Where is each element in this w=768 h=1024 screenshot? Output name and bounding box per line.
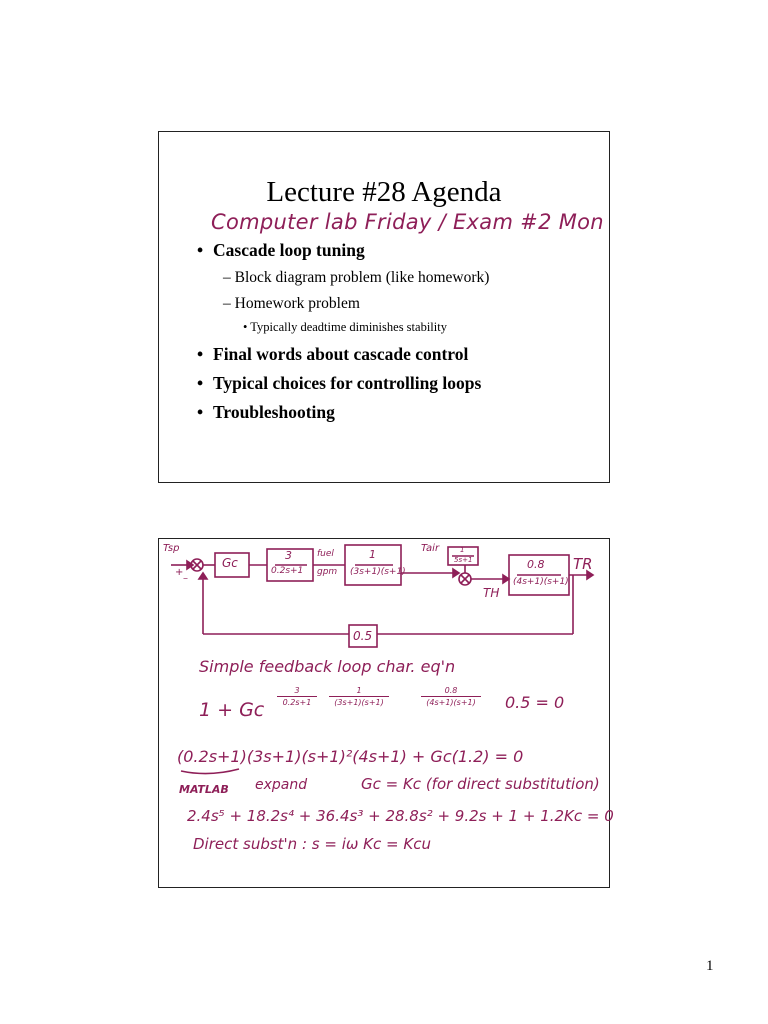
sub-sub-bullet-item: • Typically deadtime diminishes stability — [243, 320, 447, 334]
valve-num: 3 — [285, 549, 292, 562]
process1-den: (3s+1)(s+1) — [350, 567, 406, 577]
disturbance-num: 1 — [460, 546, 465, 554]
process2-den: (4s+1)(s+1) — [513, 577, 569, 587]
eq2: (0.2s+1)(3s+1)(s+1)²(4s+1) + Gc(1.2) = 0 — [177, 747, 524, 766]
minus-sign: – — [183, 573, 188, 584]
eq1-factor3: 0.8 (4s+1)(s+1) — [421, 685, 481, 708]
slide-title: Lecture #28 Agenda — [266, 176, 502, 208]
bullet-item: • Cascade loop tuning — [197, 240, 365, 260]
eq3: 2.4s⁵ + 18.2s⁴ + 36.4s³ + 28.8s² + 9.2s + 1 + 1.2Kc = 0 — [187, 807, 614, 825]
bullet-item: • Final words about cascade control — [197, 344, 469, 364]
controller-label: Gc — [222, 556, 238, 570]
gc-note: Gc = Kc (for direct substitution) — [361, 775, 600, 793]
slide-1 — [158, 131, 610, 483]
expand-label: expand — [255, 777, 308, 793]
eq1-lead: 1 + Gc — [199, 699, 265, 721]
page-number: 1 — [706, 958, 714, 974]
slide-2 — [158, 538, 614, 888]
process1-num: 1 — [369, 548, 376, 561]
th-label: TH — [483, 586, 500, 600]
gpm-label: gpm — [317, 567, 338, 577]
valve-den: 0.2s+1 — [271, 566, 304, 576]
feedback-label: 0.5 — [353, 629, 373, 643]
output-label: TR — [573, 555, 593, 573]
fuel-label: fuel — [317, 549, 334, 559]
handwritten-note: Computer lab Friday / Exam #2 Mon — [211, 210, 604, 234]
matlab-label: MATLAB — [179, 783, 229, 796]
eq1-factor2: 1 (3s+1)(s+1) — [329, 685, 389, 708]
disturbance-label: Tair — [421, 543, 440, 554]
note-line1: Simple feedback loop char. eq'n — [199, 657, 456, 676]
plus-sign: + — [175, 567, 184, 578]
sub-bullet-item: – Block diagram problem (like homework) — [223, 269, 490, 286]
eq1-tail: 0.5 = 0 — [505, 693, 565, 712]
input-label: Tsp — [163, 543, 180, 554]
eq1-factor1: 3 0.2s+1 — [277, 685, 317, 708]
bullet-item: • Typical choices for controlling loops — [197, 373, 482, 393]
bullet-item: • Troubleshooting — [197, 402, 335, 422]
process2-num: 0.8 — [527, 558, 545, 571]
sub-bullet-item: – Homework problem — [223, 295, 360, 312]
eq4: Direct subst'n : s = iω Kc = Kcu — [193, 835, 431, 853]
underline — [181, 769, 239, 774]
disturbance-den: 5s+1 — [454, 556, 473, 564]
